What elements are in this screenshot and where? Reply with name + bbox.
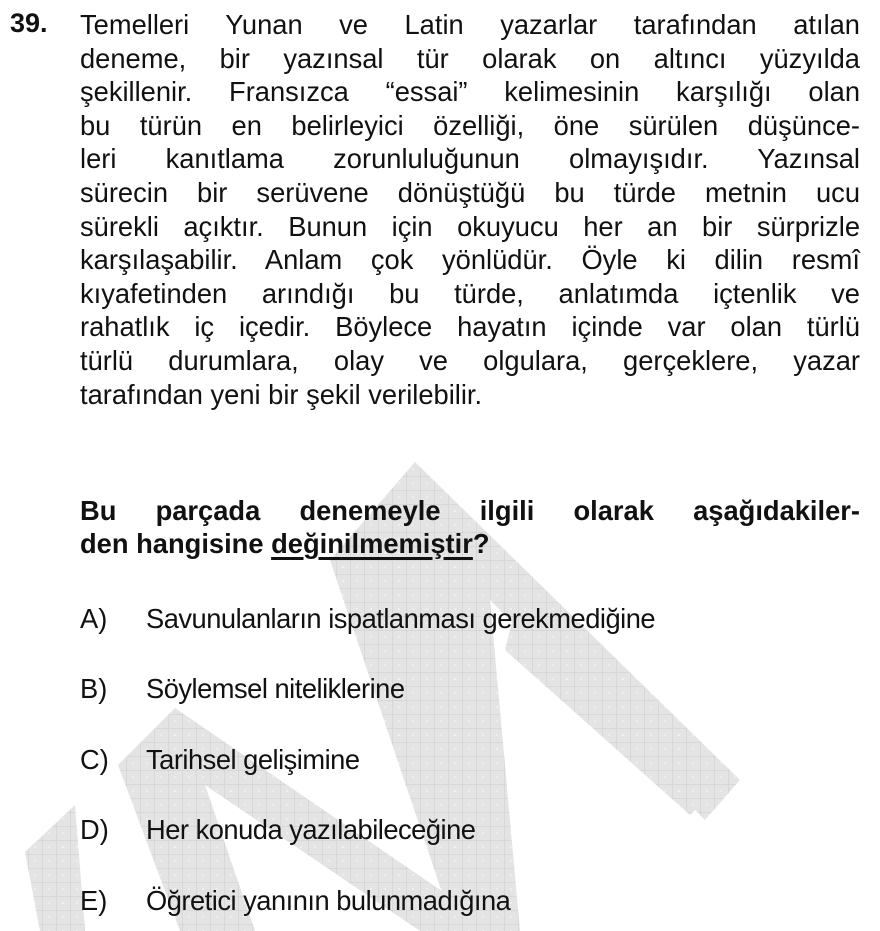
option-letter: D): [80, 814, 109, 845]
passage-line: rahatlık iç içedir. Böylece hayatın içinde var olan türlü: [80, 311, 860, 343]
option-letter: E): [80, 885, 108, 916]
passage-line: leri kanıtlama zorunluluğunun olmayışıdır. Yazınsal: [80, 143, 860, 175]
prompt-line-2: [80, 527, 860, 560]
passage-line: karşılaşabilir. Anlam çok yönlüdür. Öyle ki dilin resmî: [80, 244, 860, 276]
prompt-line-1: Bu parçada denemeyle ilgili olarak aşağıdakiler-: [80, 495, 860, 526]
passage-line: şekillenir. Fransızca “essai” kelimesinin karşılığı olan: [80, 76, 860, 108]
option-text: Söylemsel niteliklerine: [146, 673, 405, 704]
passage-line: bu türün en belirleyici özelliği, öne sürülen düşünce-: [80, 109, 860, 141]
option-letter: B): [80, 673, 108, 704]
option-letter: A): [80, 603, 108, 634]
option-text: Her konuda yazılabileceğine: [146, 814, 476, 845]
passage-line: tarafından yeni bir şekil verilebilir.: [80, 378, 483, 410]
option-letter: C): [80, 744, 109, 775]
option-text: Tarihsel gelişimine: [146, 744, 360, 775]
passage-line: Temelleri Yunan ve Latin yazarlar tarafından atılan: [80, 9, 860, 40]
question-passage: [80, 8, 860, 411]
passage-line: türlü durumlara, olay ve olgulara, gerçeklere, yazar: [80, 344, 860, 376]
question-prompt: [80, 494, 860, 560]
question-number: 39.: [10, 8, 48, 38]
passage-line: sürecin bir serüvene dönüştüğü bu türde metnin ucu: [80, 176, 860, 208]
option-text: Öğretici yanının bulunmadığına: [146, 885, 511, 916]
option-text: Savunulanların ispatlanması gerekmediğine: [146, 603, 656, 634]
prompt-suffix: ?: [472, 528, 490, 559]
prompt-emphasis: değinilmemiştir: [271, 528, 473, 559]
passage-line: deneme, bir yazınsal tür olarak on altıncı yüzyılda: [80, 42, 860, 74]
prompt-prefix: den hangisine: [80, 528, 272, 559]
passage-line: sürekli açıktır. Bunun için okuyucu her an bir sürprizle: [80, 210, 860, 242]
passage-line: kıyafetinden arındığı bu türde, anlatımda içtenlik ve: [80, 277, 860, 309]
